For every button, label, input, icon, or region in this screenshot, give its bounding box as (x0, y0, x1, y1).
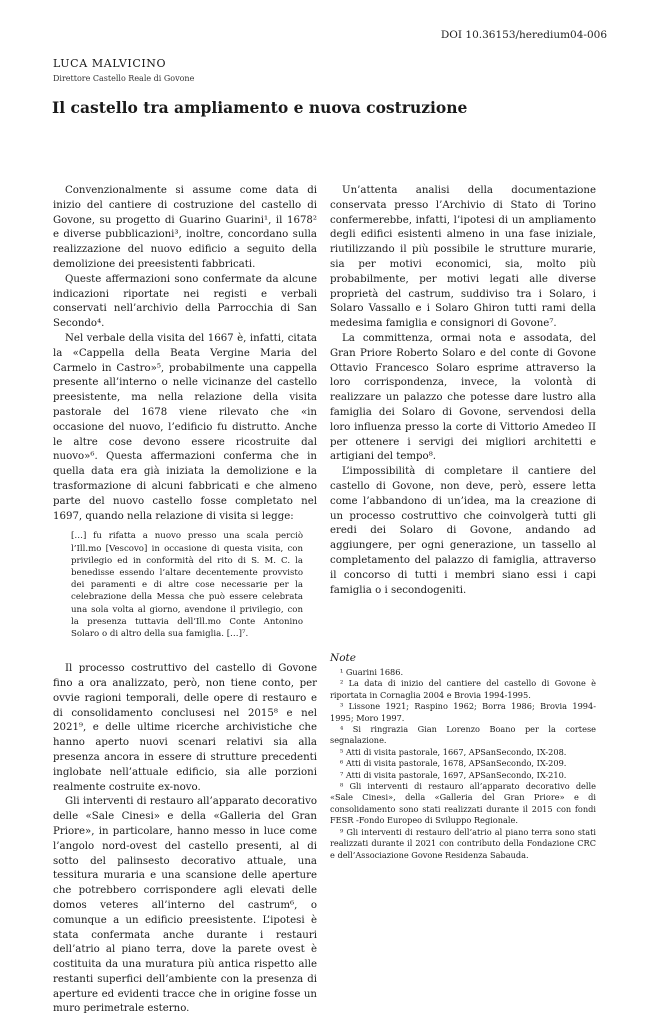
footnote: ⁴ Si ringrazia Gian Lorenzo Boano per la cortese segnalazione. (330, 724, 596, 746)
paragraph: Un’attenta analisi della documentazione conservata presso l’Archivio di Stato di Torino confermerebbe, infatti, l’ipotesi di un ampliamento degli edifici esistenti almeno in una fase iniziale, riutilizzando il più possibile le strutture murarie, sia per motivi economici, sia, molto più probabilmente, per motivi legati alle diverse proprietà del castrum, suddiviso tra i Solaro, i Solaro Vassallo e i Solaro Ghiron tutti rami della medesima famiglia e consignori di Govone⁷. (330, 185, 596, 330)
author-name: LUCA MALVICINO (53, 57, 167, 70)
right-column (330, 184, 596, 598)
footnote: ¹ Guarini 1686. (340, 667, 404, 677)
footnote: ⁸ Gli interventi di restauro all’apparato decorativo delle «Sale Cinesi», della «Galleria del Gran Priore» e di consolidamento sono stati realizzati durante il 2015 con fondi FESR -Fondo Europeo di Sviluppo Regionale. (330, 781, 596, 826)
left-column (53, 184, 317, 1017)
notes-title: Note (330, 652, 356, 664)
paragraph: Nel verbale della visita del 1667 è, infatti, citata la «Cappella della Beata Vergine Maria del Carmelo in Castro»⁵, probabilmente una cappella presente all’interno o nelle vicinanze del castello preesistente, ma nella relazione della visita pastorale del 1678 viene rilevato che «in occasione del nuovo, l’edificio fu distrutto. Anche le altre cose devono essere ricostruite dal nuovo»⁶. Questa affermazioni conferma che in quella data era già iniziata la demolizione e la trasformazione di alcuni fabbricati e che almeno parte del nuovo castello fosse completato nel 1697, quando nella relazione di visita si legge: (53, 332, 317, 522)
paragraph: Il processo costruttivo del castello di Govone fino a ora analizzato, però, non tiene conto, per ovvie ragioni temporali, delle opere di restauro e di consolidamento conclusesi nel 2015⁸ e nel 2021⁹, e delle ultime ricerche archivistiche che hanno aperto nuovi scenari relativi sia alla presenza ancora in essere di strutture precedenti inglobate nell’attuale edificio, sia alle porzioni realmente costruite ex-novo. (53, 663, 317, 793)
paragraph: Gli interventi di restauro all’apparato decorativo delle «Sale Cinesi» e della «Galleria del Gran Priore», in particolare, hanno messo in luce come l’angolo nord-ovest del castello presenti, al di sotto del palinsesto decorativo attuale, una tessitura muraria e una scansione delle aperture che potrebbero corrispondere agli elevati delle domos veteres all’interno del castrum⁶, o comunque a un edificio preesistente. L’ipotesi è stata confermata anche durante i restauri dell’atrio al piano terra, dove la parete ovest è costituita da una muratura più antica rispetto alle restanti superfici dell’ambiente con la presenza di aperture ed evidenti tracce che in origine fosse un muro perimetrale esterno. (53, 796, 317, 1015)
paragraph: La committenza, ormai nota e assodata, del Gran Priore Roberto Solaro e del conte di Govone Ottavio Francesco Solaro esprime attraverso la loro corrispondenza, invece, la volontà di realizzare un palazzo che potesse dare lustro alla famiglia dei Solaro di Govone, servendosi della loro influenza presso la corte di Vittorio Amedeo II per ottenere i servigi dei migliori architetti e artigiani del tempo⁸. (330, 332, 596, 463)
block-quote: […] fu rifatta a nuovo presso una scala perciò l’Ill.mo [Vescovo] in occasione di questa visita, con privilegio ed in conformità del rito di S. M. C. la benedisse essendo l’altare decentemente provvisto dei paramenti e di altre cose necessarie per la celebrazione della Messa che può essere celebrata una sola volta al giorno, avendone il privilegio, con la presenza tuttavia dell’Ill.mo Conte Antonino Solaro o di altro della sua famiglia. […]⁷. (71, 531, 303, 639)
footnote: ² La data di inizio del cantiere del castello di Govone è riportata in Cornaglia 2004 e Brovia 1994-1995. (330, 678, 596, 700)
footnotes (330, 652, 596, 861)
footnote: ⁷ Atti di visita pastorale, 1697, APSanSecondo, IX-210. (340, 769, 567, 780)
author-affiliation: Direttore Castello Reale di Govone (53, 74, 195, 83)
footnote: ⁵ Atti di visita pastorale, 1667, APSanSecondo, IX-208. (340, 746, 567, 757)
paragraph: Convenzionalmente si assume come data di inizio del cantiere di costruzione del castello di Govone, su progetto di Guarino Guarini¹, il 1678² e diverse pubblicazioni³, inoltre, concordano sulla realizzazione del nuovo edificio a seguito della demolizione dei preesistenti fabbricati. (53, 185, 317, 270)
notes-list (330, 667, 596, 861)
spacer (53, 644, 317, 662)
footnote: ⁹ Gli interventi di restauro dell’atrio al piano terra sono stati realizzati durante il 2021 con contributo della Fondazione CRC e dell’Associazione Govone Residenza Sabauda. (330, 826, 596, 860)
paragraph: L’impossibilità di completare il cantiere del castello di Govone, non deve, però, essere letta come l’abbandono di un’idea, ma la creazione di un processo costruttivo che coinvolgerà tutti gli eredi dei Solaro di Govone, andando ad aggiungere, per ogni generazione, un tassello al completamento del palazzo di famiglia, attraverso il concorso di tutti i membri siano essi i capi famiglia o i secondogeniti. (330, 466, 596, 596)
article-title: Il castello tra ampliamento e nuova costruzione (52, 98, 468, 117)
doi-label: DOI 10.36153/heredium04-006 (440, 29, 607, 41)
footnote: ³ Lissone 1921; Raspino 1962; Borra 1986; Brovia 1994-1995; Moro 1997. (330, 701, 596, 723)
paragraph: Queste affermazioni sono confermate da alcune indicazioni riportate nei registi e verbali conservati nell’archivio della Parrocchia di San Secondo⁴. (53, 273, 317, 330)
footnote: ⁶ Atti di visita pastorale, 1678, APSanSecondo, IX-209. (340, 758, 567, 769)
